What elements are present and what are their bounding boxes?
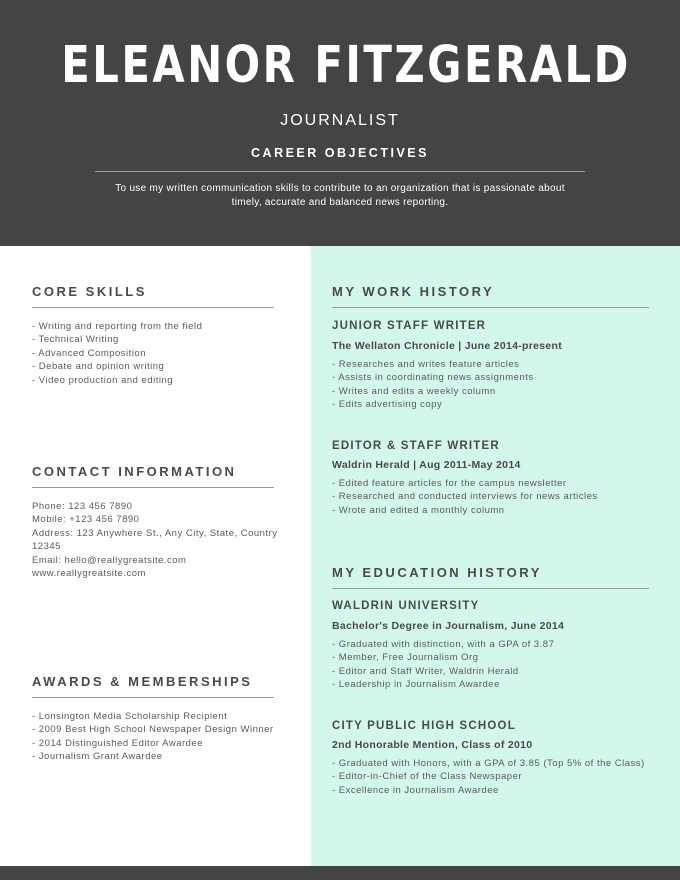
list-item: - Edited feature articles for the campus newsletter [332,478,567,489]
career-objectives-text: To use my written communication skills to contribute to an organization that is passionate about timely, accurate and balanced news reporting. [115,183,565,208]
objectives-divider [95,171,585,172]
education-history-divider [332,588,649,589]
work-history-heading: MY WORK HISTORY [332,284,495,299]
list-item: - Editor and Staff Writer, Waldrin Herald [332,665,519,677]
contact-address: Address: 123 Anywhere St., Any City, State, Country [32,527,278,539]
school-degree-1: Bachelor's Degree in Journalism, June 2014 [332,620,565,632]
list-item: - Lonsington Media Scholarship Recipient [32,711,228,722]
job-title-1: JUNIOR STAFF WRITER [332,320,487,332]
footer-bar [0,866,680,880]
list-item: - Wrote and edited a monthly column [332,504,505,516]
list-item: - Assists in coordinating news assignments [332,372,534,384]
contact-email: Email: hello@reallygreatsite.com [32,554,187,566]
school-name-1: WALDRIN UNIVERSITY [332,600,480,612]
job-duties-2 [332,477,598,517]
list-item: - 2009 Best High School Newspaper Design Winner [32,724,274,736]
list-item: - Editor-in-Chief of the Class Newspaper [332,771,523,783]
list-item: - Journalism Grant Awardee [32,751,163,763]
list-item: - Graduated with Honors, with a GPA of 3.85 (Top 5% of the Class) [332,758,645,769]
list-item: - Advanced Composition [32,347,146,359]
school-name-2: CITY PUBLIC HIGH SCHOOL [332,720,516,732]
list-item: - Technical Writing [32,334,119,346]
job-duties-1 [332,358,534,412]
job-subtitle-2: Waldrin Herald | Aug 2011-May 2014 [332,459,521,471]
awards-divider [32,697,274,698]
school-degree-2: 2nd Honorable Mention, Class of 2010 [332,739,533,751]
education-history-heading: MY EDUCATION HISTORY [332,565,542,580]
career-objectives-heading: CAREER OBJECTIVES [251,146,429,160]
list-item: - Researched and conducted interviews for news articles [332,491,598,503]
list-item: - Writing and reporting from the field [32,321,203,332]
contact-phone: Phone: 123 456 7890 [32,501,133,512]
list-item: - Edits advertising copy [332,399,443,411]
list-item: - Leadership in Journalism Awardee [332,679,500,691]
contact-heading: CONTACT INFORMATION [32,464,237,479]
header-banner [0,0,680,246]
list-item: - 2014 Distinguished Editor Awardee [32,737,204,749]
job-title-2: EDITOR & STAFF WRITER [332,440,500,452]
job-subtitle-1: The Wellaton Chronicle | June 2014-present [332,340,563,352]
contact-block [32,500,278,580]
school-details-2 [332,757,645,797]
work-history-divider [332,307,649,308]
core-skills-divider [32,307,274,308]
core-skills-list [32,320,202,387]
candidate-name: ELEANOR FITZGERALD [61,36,631,95]
core-skills-heading: CORE SKILLS [32,284,147,299]
contact-address-zip: 12345 [32,541,61,553]
list-item: - Debate and opinion writing [32,361,165,373]
list-item: - Member, Free Journalism Org [332,652,479,664]
awards-heading: AWARDS & MEMBERSHIPS [32,674,253,689]
contact-divider [32,487,274,488]
list-item: - Graduated with distinction, with a GPA of 3.87 [332,639,555,650]
job-title: JOURNALIST [280,112,400,129]
contact-website: www.reallygreatsite.com [32,568,146,580]
contact-mobile: Mobile: +123 456 7890 [32,514,140,526]
school-details-1 [332,638,554,692]
list-item: - Video production and editing [32,374,174,386]
list-item: - Writes and edits a weekly column [332,385,496,397]
list-item: - Researches and writes feature articles [332,359,520,370]
list-item: - Excellence in Journalism Awardee [332,784,499,796]
awards-list [32,710,274,764]
